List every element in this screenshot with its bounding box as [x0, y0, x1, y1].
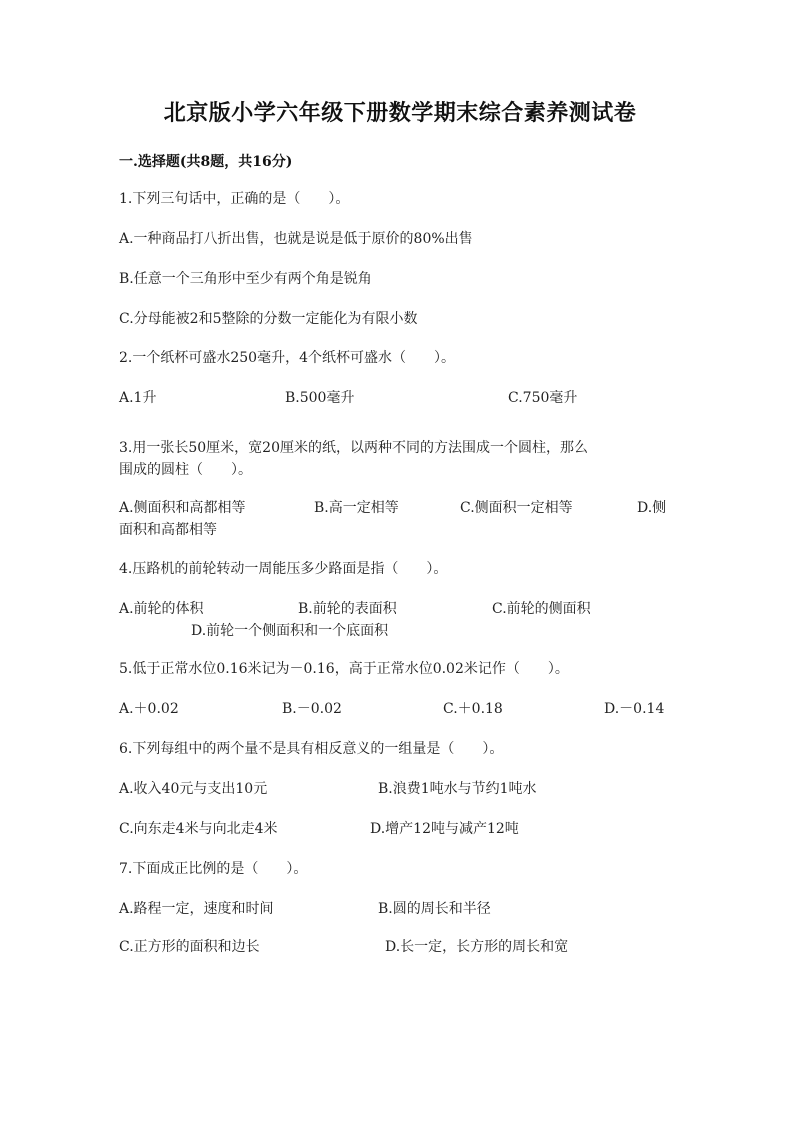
- question-2-option-c[interactable]: C.750毫升: [508, 390, 578, 406]
- question-6-option-a[interactable]: A.收入40元与支出10元: [119, 781, 268, 797]
- question-3-option-d-continued[interactable]: 面积和高都相等: [119, 522, 217, 538]
- question-4-option-c[interactable]: C.前轮的侧面积: [492, 601, 591, 617]
- question-5-option-a[interactable]: A.＋0.02: [119, 701, 179, 717]
- question-6-option-d[interactable]: D.增产12吨与减产12吨: [370, 821, 519, 837]
- question-1-option-a[interactable]: A.一种商品打八折出售，也就是说是低于原价的80%出售: [119, 231, 473, 247]
- question-6-stem: 6.下列每组中的两个量不是具有相反意义的一组量是（ ）。: [119, 741, 504, 757]
- question-7-option-a[interactable]: A.路程一定，速度和时间: [119, 901, 274, 917]
- question-1-option-b[interactable]: B.任意一个三角形中至少有两个角是锐角: [119, 271, 372, 287]
- question-7-option-d[interactable]: D.长一定，长方形的周长和宽: [385, 939, 569, 955]
- question-3-option-d[interactable]: D.侧: [637, 500, 667, 516]
- question-7-stem: 7.下面成正比例的是（ ）。: [119, 861, 308, 877]
- question-5-option-b[interactable]: B.－0.02: [282, 701, 342, 717]
- question-4-option-b[interactable]: B.前轮的表面积: [298, 601, 397, 617]
- question-4-option-d[interactable]: D.前轮一个侧面积和一个底面积: [191, 623, 389, 639]
- question-4-option-a[interactable]: A.前轮的体积: [119, 601, 204, 617]
- question-5-option-c[interactable]: C.＋0.18: [443, 701, 503, 717]
- question-7-option-c[interactable]: C.正方形的面积和边长: [119, 939, 260, 955]
- question-2-stem: 2.一个纸杯可盛水250毫升，4个纸杯可盛水（ ）。: [119, 350, 455, 366]
- page-title: 北京版小学六年级下册数学期末综合素养测试卷: [163, 100, 637, 126]
- question-3-option-b[interactable]: B.高一定相等: [314, 500, 399, 516]
- question-3-option-a[interactable]: A.侧面积和高都相等: [119, 500, 246, 516]
- question-3-stem-line-1: 3.用一张长50厘米，宽20厘米的纸，以两种不同的方法围成一个圆柱，那么: [119, 440, 588, 456]
- question-6-option-c[interactable]: C.向东走4米与向北走4米: [119, 821, 278, 837]
- question-5-stem: 5.低于正常水位0.16米记为－0.16，高于正常水位0.02米记作（ ）。: [119, 661, 569, 677]
- question-1-option-c[interactable]: C.分母能被2和5整除的分数一定能化为有限小数: [119, 311, 418, 327]
- question-2-option-a[interactable]: A.1升: [119, 390, 157, 406]
- question-3-stem-line-2: 围成的圆柱（ ）。: [119, 462, 252, 478]
- question-5-option-d[interactable]: D.－0.14: [604, 701, 665, 717]
- section-heading: 一.选择题(共8题，共16分): [119, 154, 293, 170]
- question-1-stem: 1.下列三句话中，正确的是（ ）。: [119, 191, 350, 207]
- question-7-option-b[interactable]: B.圆的周长和半径: [378, 901, 491, 917]
- question-3-option-c[interactable]: C.侧面积一定相等: [460, 500, 573, 516]
- question-2-option-b[interactable]: B.500毫升: [285, 390, 355, 406]
- question-4-stem: 4.压路机的前轮转动一周能压多少路面是指（ ）。: [119, 561, 448, 577]
- question-6-option-b[interactable]: B.浪费1吨水与节约1吨水: [378, 781, 537, 797]
